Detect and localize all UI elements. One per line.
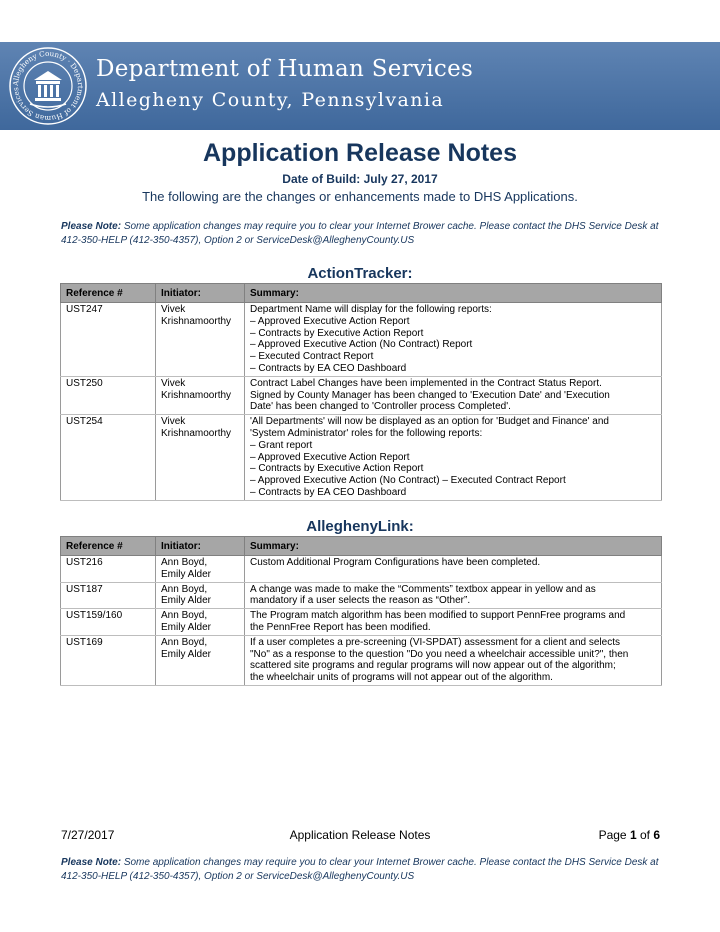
cell-initiator: Vivek Krishnamoorthy [156, 376, 245, 414]
table-row [61, 582, 662, 609]
cell-reference: UST187 [61, 582, 156, 609]
cell-summary: Custom Additional Program Configurations have been completed. [245, 556, 662, 583]
cell-reference: UST247 [61, 303, 156, 377]
cell-summary: The Program match algorithm has been modified to support PennFree programs and the PennFree Report has been modified. [245, 609, 662, 636]
table-header-row [61, 284, 662, 303]
cell-summary: Department Name will display for the following reports: – Approved Executive Action Report – Contracts by Executive Action Report – Approved Executive Action (No Contract) Report – Executed Contract Report – Contracts by EA CEO Dashboard [245, 303, 662, 377]
cell-reference: UST254 [61, 415, 156, 501]
actiontracker-table [60, 283, 662, 501]
cell-reference: UST159/160 [61, 609, 156, 636]
cell-reference: UST250 [61, 376, 156, 414]
note-text: Some application changes may require you to clear your Internet Brower cache. Please contact the DHS Service Desk at 412-350-HELP (412-350-4357), Option 2 or ServiceDesk@AlleghenyCounty.US [61, 221, 659, 246]
build-date: Date of Build: July 27, 2017 [282, 172, 438, 186]
cache-note [61, 220, 671, 248]
cell-initiator: Vivek Krishnamoorthy [156, 415, 245, 501]
cell-reference: UST169 [61, 635, 156, 685]
table-header-row [61, 537, 662, 556]
alleghenylink-table [60, 536, 662, 686]
svg-text:Allegheny County · Department [11, 49, 85, 123]
footer-date: 7/27/2017 [61, 828, 115, 842]
cell-summary: If a user completes a pre-screening (VI-SPDAT) assessment for a client and selects "No" as a response to the question "Do you need a wheelchair accessible unit?", then scattered site programs and regular programs will now appear out of the algorithm; the wheelchair units of programs will not appear out of the algorithm. [245, 635, 662, 685]
col-header-initiator: Initiator: [156, 284, 245, 303]
header-banner [0, 42, 720, 130]
col-header-summary: Summary: [245, 537, 662, 556]
table-row [61, 635, 662, 685]
cell-initiator: Ann Boyd, Emily Alder [156, 556, 245, 583]
intro-text: The following are the changes or enhancements made to DHS Applications. [142, 189, 578, 204]
note-text: Some application changes may require you to clear your Internet Brower cache. Please contact the DHS Service Desk at 412-350-HELP (412-350-4357), Option 2 or ServiceDesk@AlleghenyCounty.US [61, 857, 659, 882]
table-row [61, 556, 662, 583]
table-row [61, 415, 662, 501]
cell-summary: 'All Departments' will now be displayed as an option for 'Budget and Finance' and 'System Administrator' roles for the following reports: – Grant report – Approved Executive Action Report – Contracts by Executive Action Report – Approved Executive Action (No Contract) – Executed Contract Report – Contracts by EA CEO Dashboard [245, 415, 662, 501]
cell-initiator: Ann Boyd, Emily Alder [156, 635, 245, 685]
cell-summary: Contract Label Changes have been implemented in the Contract Status Report. Signed by County Manager has been changed to 'Execution Date' and 'Execution Date' has been changed to 'Controller process Completed'. [245, 376, 662, 414]
footer-page-number: Page 1 of 6 [598, 828, 660, 842]
cell-initiator: Ann Boyd, Emily Alder [156, 582, 245, 609]
table-row [61, 303, 662, 377]
note-label: Please Note: [61, 221, 122, 232]
document-title: Application Release Notes [203, 139, 517, 167]
col-header-initiator: Initiator: [156, 537, 245, 556]
banner-subtitle: Allegheny County, Pennsylvania [96, 89, 445, 111]
cell-initiator: Ann Boyd, Emily Alder [156, 609, 245, 636]
cell-initiator: Vivek Krishnamoorthy [156, 303, 245, 377]
banner-title: Department of Human Services [96, 56, 474, 82]
table-row [61, 609, 662, 636]
footer-cache-note [61, 856, 671, 884]
note-label: Please Note: [61, 857, 122, 868]
cell-reference: UST216 [61, 556, 156, 583]
cell-summary: A change was made to make the “Comments” textbox appear in yellow and as mandatory if a user selects the reason as “Other”. [245, 582, 662, 609]
county-seal-icon [8, 46, 88, 126]
footer-title: Application Release Notes [289, 828, 431, 842]
seal-text: Allegheny County · Department of Human Services [10, 48, 86, 124]
section-title-actiontracker: ActionTracker: [307, 265, 413, 282]
col-header-reference: Reference # [61, 537, 156, 556]
col-header-reference: Reference # [61, 284, 156, 303]
col-header-summary: Summary: [245, 284, 662, 303]
table-row [61, 376, 662, 414]
section-title-alleghenylink: AlleghenyLink: [306, 518, 414, 535]
